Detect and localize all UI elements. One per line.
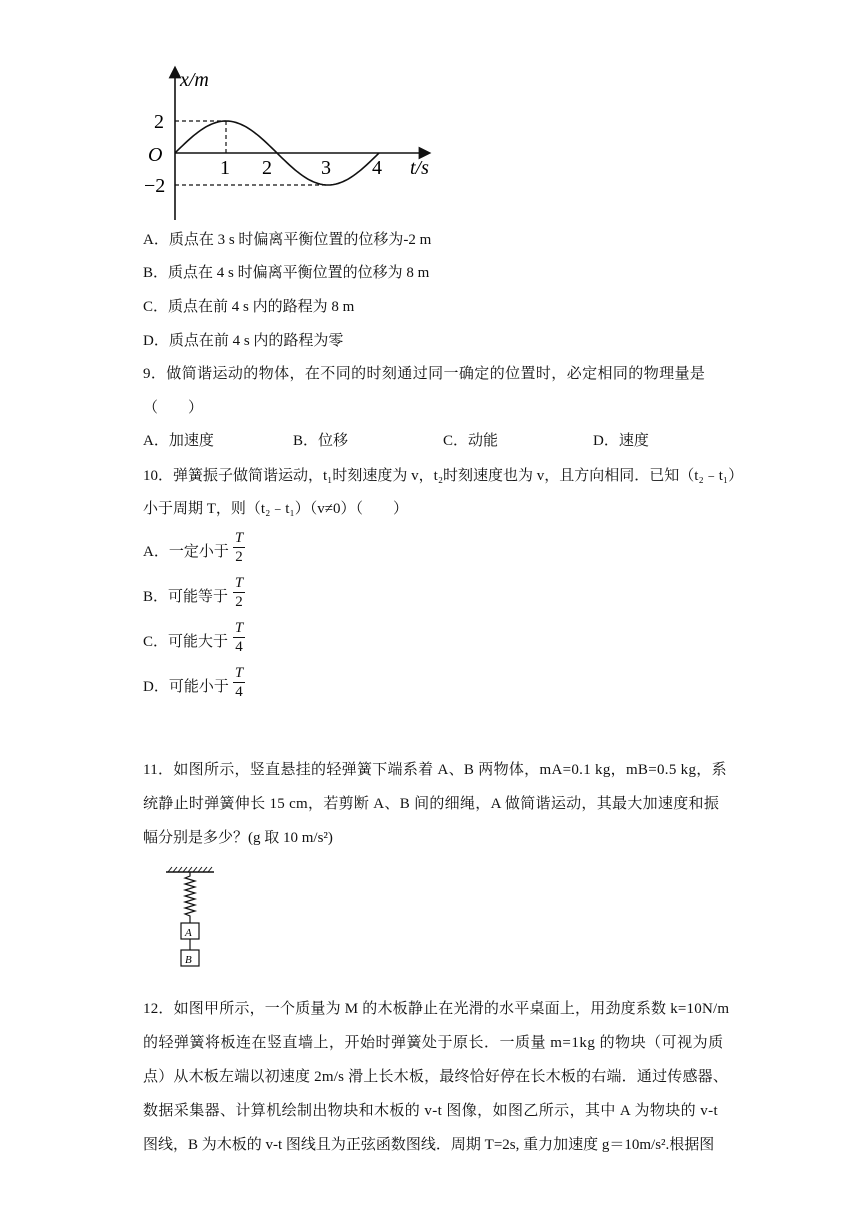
q10-option-c-fraction	[232, 619, 246, 656]
q12-stem-line1: 12．如图甲所示，一个质量为 M 的木板静止在光滑的水平桌面上，用劲度系数 k=10N/m	[143, 1001, 730, 1017]
block-a-label: A	[185, 927, 192, 939]
fraction-numerator: T	[234, 575, 244, 591]
q8-option-c: C．质点在前 4 s 内的路程为 8 m	[143, 299, 355, 315]
q12-stem-line3: 点）从木板左端以初速度 2m/s 滑上长木板，最终恰好停在长木板的右端．通过传感器、	[143, 1069, 729, 1085]
q8-option-d: D．质点在前 4 s 内的路程为零	[143, 333, 344, 349]
q9-option-a: A．加速度	[143, 433, 214, 449]
fraction-numerator: T	[234, 530, 244, 546]
x-tick-2: 2	[262, 157, 272, 179]
displacement-time-graph	[140, 64, 450, 224]
q10-stem-line2: 小于周期 T，则（t₂﹣t₁）（v≠0）（ ）	[143, 501, 408, 517]
q11-stem-line1: 11．如图所示，竖直悬挂的轻弹簧下端系着 A、B 两物体，mA=0.1 kg，mB=0.5 kg，系	[143, 762, 727, 778]
q10-option-d: D．可能小于	[143, 679, 229, 695]
spring	[185, 872, 195, 923]
q11-stem-line3: 幅分别是多少？(g 取 10 m/s²)	[143, 830, 333, 846]
fraction-denominator: 4	[235, 639, 243, 655]
q10-option-b-fraction	[232, 574, 246, 611]
fraction-denominator: 2	[235, 549, 243, 565]
fraction-denominator: 2	[235, 594, 243, 610]
x-axis-label: t/s	[410, 157, 429, 179]
q9-stem: 9．做简谐运动的物体，在不同的时刻通过同一确定的位置时，必定相同的物理量是	[143, 366, 706, 382]
y-tick-neg2: −2	[144, 175, 166, 197]
q9-paren: （ ）	[143, 400, 204, 416]
fraction-denominator: 4	[235, 684, 243, 700]
x-tick-3: 3	[321, 157, 331, 179]
q9-option-b: B．位移	[293, 433, 349, 449]
q8-option-b: B．质点在 4 s 时偏离平衡位置的位移为 8 m	[143, 265, 430, 281]
q10-stem-line1: 10．弹簧振子做简谐运动，t₁时刻速度为 v，t₂时刻速度也为 v，且方向相同．已知（t₂﹣t₁）	[143, 468, 744, 484]
q12-stem-line2: 的轻弹簧将板连在竖直墙上，开始时弹簧处于原长．一质量 m=1kg 的物块（可视为质	[143, 1035, 724, 1051]
x-tick-1: 1	[220, 157, 230, 179]
y-tick-2: 2	[154, 111, 164, 133]
y-axis-label: x/m	[180, 69, 209, 91]
q10-option-a: A．一定小于	[143, 544, 229, 560]
q8-option-a: A．质点在 3 s 时偏离平衡位置的位移为-2 m	[143, 232, 432, 248]
q9-option-d: D．速度	[593, 433, 649, 449]
q10-option-b: B．可能等于	[143, 589, 229, 605]
q12-stem-line4: 数据采集器、计算机绘制出物块和木板的 v-t 图像，如图乙所示，其中 A 为物块的 v-t	[143, 1103, 719, 1119]
q9-option-c: C．动能	[443, 433, 499, 449]
ceiling-hatching	[168, 867, 212, 872]
fraction-numerator: T	[234, 665, 244, 681]
origin-label: O	[148, 144, 163, 166]
q10-option-a-fraction	[232, 529, 246, 566]
q10-option-d-fraction	[232, 664, 246, 701]
q12-stem-line5: 图线，B 为木板的 v-t 图线且为正弦函数图线．周期 T=2s, 重力加速度 g＝10m/s².根据图	[143, 1137, 715, 1153]
q10-option-c: C．可能大于	[143, 634, 229, 650]
block-b-label: B	[185, 954, 192, 966]
x-tick-4: 4	[372, 157, 382, 179]
spring-mass-diagram	[160, 866, 220, 970]
q11-stem-line2: 统静止时弹簧伸长 15 cm，若剪断 A、B 间的细绳，A 做简谐运动，其最大加速度和振	[143, 796, 720, 812]
fraction-numerator: T	[234, 620, 244, 636]
